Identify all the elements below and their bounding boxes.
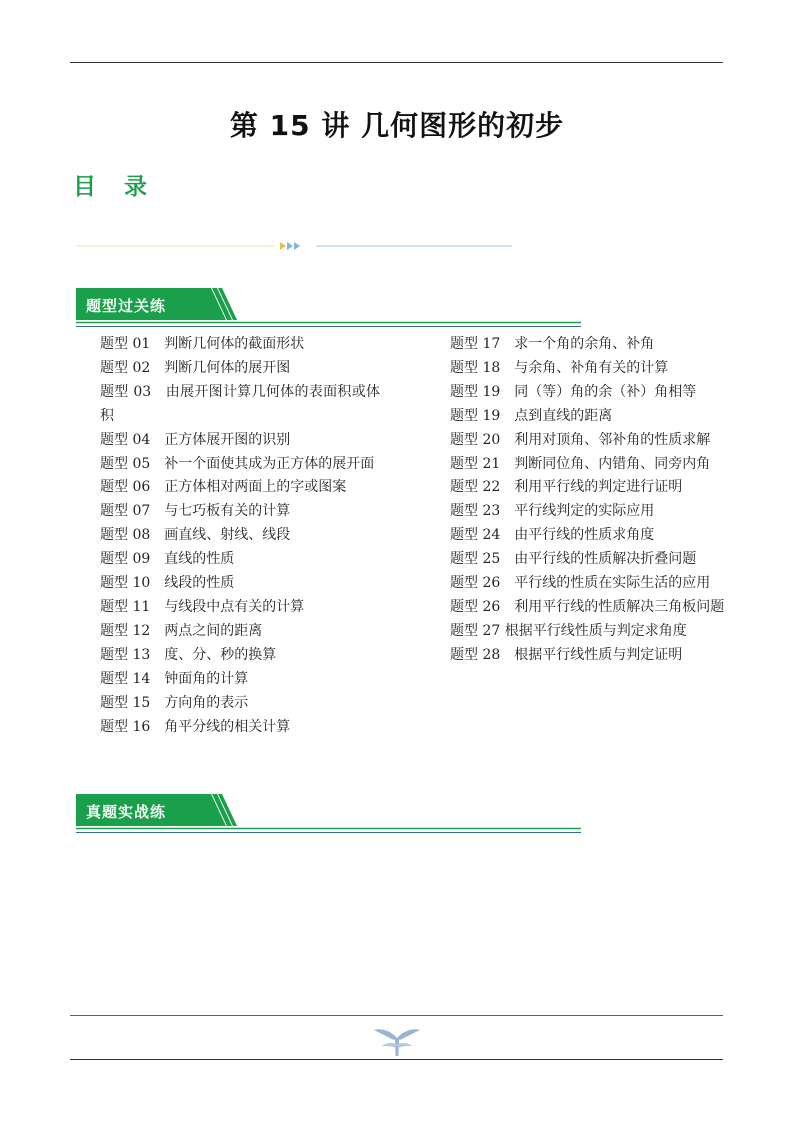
page-title: 第 15 讲 几何图形的初步 [229, 109, 565, 142]
list-item[interactable]: 题型 12 两点之间的距离 [100, 622, 263, 639]
section-banner-real-exam [76, 792, 596, 836]
list-item[interactable]: 题型 16 角平分线的相关计算 [100, 718, 291, 735]
toc-list-right [450, 333, 730, 668]
list-item[interactable]: 题型 02 判断几何体的展开图 [100, 359, 291, 376]
list-item[interactable]: 题型 04 正方体展开图的识别 [100, 431, 291, 448]
list-item[interactable]: 题型 21 判断同位角、内错角、同旁内角 [450, 455, 711, 472]
arrow-icon [287, 242, 293, 250]
footer-rule [70, 1059, 723, 1060]
list-item[interactable]: 题型 03 由展开图计算几何体的表面积或体积 [100, 383, 380, 424]
list-item[interactable]: 题型 07 与七巧板有关的计算 [100, 503, 291, 520]
list-item[interactable]: 题型 14 钟面角的计算 [100, 670, 249, 687]
list-item[interactable]: 题型 27 根据平行线性质与判定求角度 [450, 622, 687, 639]
section-banner-practice [76, 286, 596, 330]
list-item[interactable]: 题型 20 利用对顶角、邻补角的性质求解 [450, 431, 711, 448]
list-item[interactable]: 题型 01 判断几何体的截面形状 [100, 336, 305, 352]
section-title: 真题实战练 [86, 803, 167, 821]
list-item[interactable]: 题型 25 由平行线的性质解决折叠问题 [450, 551, 697, 568]
list-item[interactable]: 题型 08 画直线、射线、线段 [100, 527, 291, 544]
list-item[interactable]: 题型 22 利用平行线的判定进行证明 [450, 479, 683, 496]
list-item[interactable]: 题型 09 直线的性质 [100, 551, 235, 568]
leaf-logo-icon [372, 1024, 422, 1058]
toc-heading: 目 录 [73, 174, 158, 200]
arrow-icon [294, 242, 300, 250]
toc-list-left [100, 333, 380, 739]
section-title: 题型过关练 [86, 297, 167, 315]
footer-rule-blue [70, 1015, 723, 1016]
list-item[interactable]: 题型 11 与线段中点有关的计算 [100, 598, 305, 615]
list-item[interactable]: 题型 13 度、分、秒的换算 [100, 646, 277, 663]
list-item[interactable]: 题型 28 根据平行线性质与判定证明 [450, 646, 683, 663]
list-item[interactable]: 题型 23 平行线判定的实际应用 [450, 503, 655, 520]
list-item[interactable]: 题型 17 求一个角的余角、补角 [450, 336, 655, 352]
list-item[interactable]: 题型 15 方向角的表示 [100, 694, 249, 711]
list-item[interactable]: 题型 19 点到直线的距离 [450, 407, 613, 424]
list-item[interactable]: 题型 05 补一个面使其成为正方体的展开面 [100, 455, 375, 472]
list-item[interactable]: 题型 18 与余角、补角有关的计算 [450, 359, 669, 376]
list-item[interactable]: 题型 26 平行线的性质在实际生活的应用 [450, 575, 711, 592]
list-item[interactable]: 题型 06 正方体相对两面上的字或图案 [100, 479, 347, 496]
decorative-divider [76, 239, 516, 253]
list-item[interactable]: 题型 24 由平行线的性质求角度 [450, 527, 655, 544]
list-item[interactable]: 题型 10 线段的性质 [100, 575, 235, 592]
header-rule [70, 62, 723, 63]
list-item[interactable]: 题型 26 利用平行线的性质解决三角板问题 [450, 598, 725, 615]
list-item[interactable]: 题型 19 同（等）角的余（补）角相等 [450, 383, 697, 400]
arrow-icon [280, 242, 286, 250]
